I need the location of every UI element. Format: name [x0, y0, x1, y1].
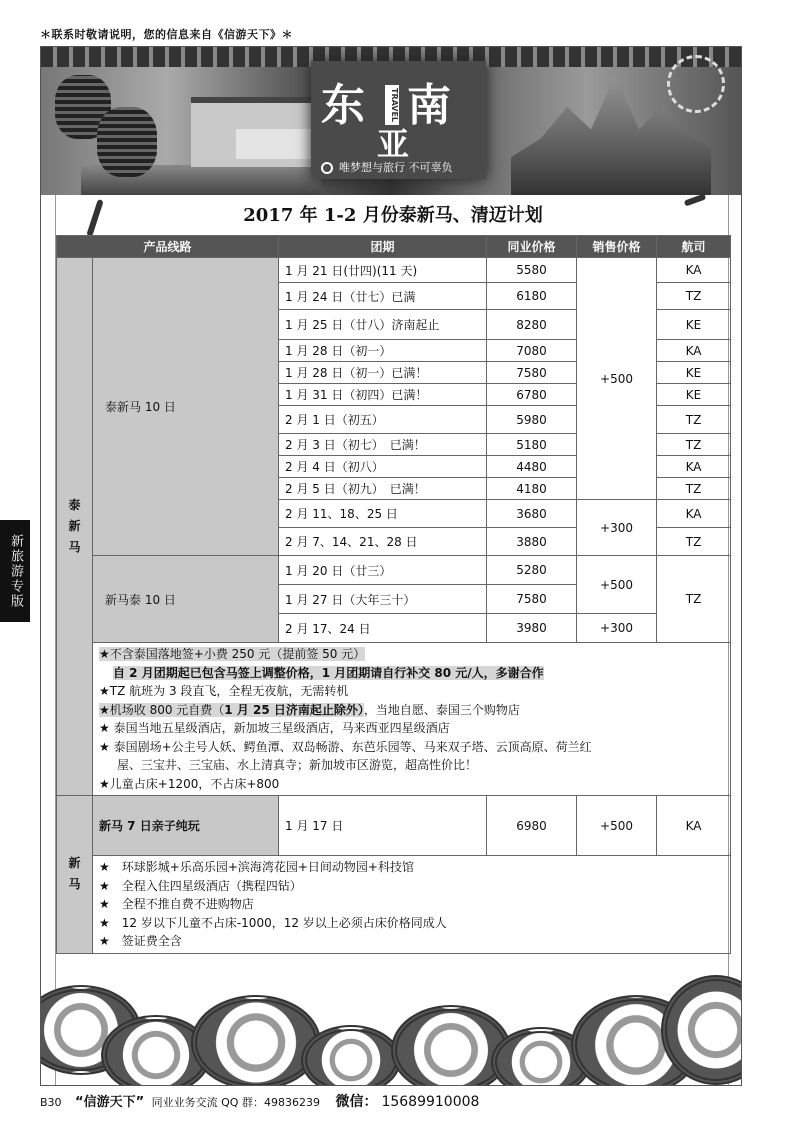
- table-header-row: [57, 236, 731, 258]
- side-tab: 新旅游专版: [0, 520, 30, 622]
- sale-price-cell: +300: [577, 614, 657, 643]
- airline-cell: KE: [657, 384, 731, 406]
- table-row: [57, 796, 731, 856]
- note-line: ★ 签证费全含: [99, 934, 182, 948]
- airline-cell: TZ: [657, 556, 731, 643]
- table-row: [57, 258, 731, 283]
- date-cell: 1 月 24 日（廿七）已满: [279, 283, 487, 310]
- date-cell: 1 月 21 日(廿四)(11 天): [279, 258, 487, 283]
- airline-cell: KA: [657, 456, 731, 478]
- price-cell: 6780: [487, 384, 577, 406]
- sale-price-cell: +500: [577, 258, 657, 500]
- airline-cell: TZ: [657, 528, 731, 556]
- note-line: ★儿童占床+1200，不占床+800: [99, 776, 280, 791]
- circle-icon: [321, 162, 333, 174]
- airline-cell: TZ: [657, 406, 731, 434]
- airline-cell: TZ: [657, 434, 731, 456]
- category-cell: [57, 258, 93, 796]
- price-cell: 3680: [487, 500, 577, 528]
- date-cell: 2 月 5 日（初九） 已满！: [279, 478, 487, 500]
- brand-logo: [311, 61, 486, 179]
- airline-cell: KE: [657, 362, 731, 384]
- date-cell: 1 月 28 日（初一）已满！: [279, 362, 487, 384]
- price-cell: 4480: [487, 456, 577, 478]
- logo-char-asia: 亚: [377, 125, 410, 163]
- note-line: 屋、三宝井、三宝庙、水上清真寺；新加坡市区游览，超高性价比！: [117, 758, 478, 772]
- slogan-text: 唯梦想与旅行 不可辜负: [339, 161, 453, 174]
- product-cell: 泰新马 10 日: [93, 258, 279, 556]
- note-line: [99, 701, 724, 720]
- airline-cell: KA: [657, 796, 731, 856]
- table-row: [57, 556, 731, 585]
- content-panel: [55, 195, 729, 1086]
- header-product: 产品线路: [57, 236, 279, 258]
- notes-row: [57, 643, 731, 796]
- date-cell: 1 月 20 日（廿三）: [279, 556, 487, 585]
- price-cell: 3880: [487, 528, 577, 556]
- itinerary-table: [56, 235, 731, 954]
- notes-cell: [93, 643, 731, 796]
- date-cell: 2 月 3 日（初七） 已满！: [279, 434, 487, 456]
- wechat-number: 15689910008: [381, 1094, 480, 1110]
- note-line: ★ 12 岁以下儿童不占床-1000，12 岁以上必须占床价格同成人: [99, 915, 447, 930]
- footer: [40, 1091, 479, 1111]
- price-cell: 7580: [487, 585, 577, 614]
- note-line: ★ 环球影城+乐高乐园+滨海湾花园+日间动物园+科技馆: [99, 860, 414, 874]
- airline-cell: KE: [657, 310, 731, 340]
- price-cell: 6980: [487, 796, 577, 856]
- note-line: [99, 664, 724, 683]
- product-cell: 新马 7 日亲子纯玩: [93, 796, 279, 856]
- note-text: 自 2 月团期起已包含马签上调整价格，1 月团期请自行补交 80 元/人，多谢合作: [113, 665, 544, 680]
- price-cell: 5180: [487, 434, 577, 456]
- logo-travel-tag: TRAVEL: [385, 85, 399, 125]
- product-cell: 新马泰 10 日: [93, 556, 279, 643]
- category-label: 泰新马: [68, 498, 81, 554]
- wechat-label: 微信：: [335, 1094, 378, 1110]
- airline-cell: KA: [657, 258, 731, 283]
- header-airline: 航司: [657, 236, 731, 258]
- header-date: 团期: [279, 236, 487, 258]
- slogan: [321, 159, 453, 175]
- cloud-swirl: [191, 995, 321, 1086]
- price-cell: 7080: [487, 340, 577, 362]
- date-cell: 2 月 11、18、25 日: [279, 500, 487, 528]
- date-cell: 2 月 1 日（初五）: [279, 406, 487, 434]
- page-number: B30: [40, 1096, 62, 1109]
- note-line: ★TZ 航班为 3 段直飞，全程无夜航，无需转机: [99, 684, 349, 698]
- note-text: ★机场收 800 元自费（: [99, 702, 225, 717]
- note-line: [99, 645, 724, 664]
- date-cell: 2 月 17、24 日: [279, 614, 487, 643]
- date-cell: 1 月 17 日: [279, 796, 487, 856]
- top-note: ＊联系时敬请说明，您的信息来自《信游天下》＊: [40, 28, 293, 41]
- notes-row: [57, 856, 731, 954]
- sale-price-cell: +500: [577, 796, 657, 856]
- price-cell: 7580: [487, 362, 577, 384]
- notes-cell: [93, 856, 731, 954]
- airline-cell: TZ: [657, 283, 731, 310]
- header-trade-price: 同业价格: [487, 236, 577, 258]
- price-cell: 4180: [487, 478, 577, 500]
- note-line: ★ 全程入住四星级酒店（携程四钻）: [99, 878, 302, 893]
- price-cell: 6180: [487, 283, 577, 310]
- page-title: 2017 年 1-2 月份泰新马、清迈计划: [243, 205, 543, 226]
- date-cell: 1 月 25 日（廿八）济南起止: [279, 310, 487, 340]
- airline-cell: TZ: [657, 478, 731, 500]
- flower-ornament: [667, 55, 725, 113]
- note-text: ，当地自愿、泰国三个购物店: [363, 702, 520, 717]
- cloud-swirl: [301, 1025, 401, 1086]
- banner: [41, 47, 741, 195]
- note-line: ★ 泰国剧场+公主号人妖、鳄鱼潭、双岛畅游、东芭乐园等、马来双子塔、云顶高原、荷兰红: [99, 739, 592, 754]
- date-cell: 1 月 27 日（大年三十）: [279, 585, 487, 614]
- lantern-image: [97, 107, 157, 177]
- logo-char-east: 东: [321, 80, 365, 131]
- category-label: 新马: [68, 856, 81, 892]
- price-cell: 8280: [487, 310, 577, 340]
- price-cell: 5980: [487, 406, 577, 434]
- footer-brand: “信游天下”: [75, 1095, 145, 1110]
- airline-cell: KA: [657, 500, 731, 528]
- logo-char-south: 南: [407, 80, 451, 131]
- footer-qq: 同业业务交流 QQ 群：49836239: [151, 1096, 320, 1109]
- note-line: ★ 全程不推自费不进购物店: [99, 897, 254, 911]
- sale-price-cell: +300: [577, 500, 657, 556]
- note-text: ★不含泰国落地签+小费 250 元（提前签 50 元）: [99, 647, 366, 661]
- cloud-decoration: [41, 955, 742, 1086]
- date-cell: 1 月 31 日（初四）已满！: [279, 384, 487, 406]
- price-cell: 3980: [487, 614, 577, 643]
- sale-price-cell: +500: [577, 556, 657, 614]
- date-cell: 2 月 7、14、21、28 日: [279, 528, 487, 556]
- note-text: 1 月 25 日济南起止除外）: [224, 702, 364, 717]
- page-frame: [40, 46, 742, 1086]
- category-cell: [57, 796, 93, 954]
- date-cell: 2 月 4 日（初八）: [279, 456, 487, 478]
- price-cell: 5280: [487, 556, 577, 585]
- header-sale-price: 销售价格: [577, 236, 657, 258]
- airline-cell: KA: [657, 340, 731, 362]
- price-cell: 5580: [487, 258, 577, 283]
- date-cell: 1 月 28 日（初一）: [279, 340, 487, 362]
- note-line: ★ 泰国当地五星级酒店，新加坡三星级酒店，马来西亚四星级酒店: [99, 721, 450, 735]
